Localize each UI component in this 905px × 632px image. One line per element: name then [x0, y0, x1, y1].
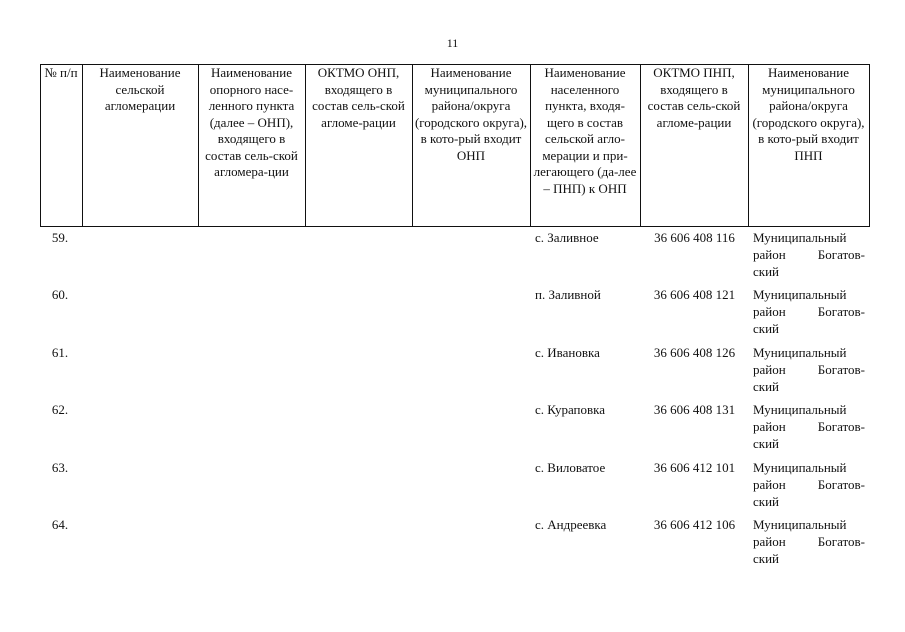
district-line: ский: [753, 436, 779, 451]
page-number: 11: [446, 36, 459, 50]
column-divider: [869, 64, 870, 226]
district-line: Муниципальный: [753, 230, 847, 245]
district-line: Муниципальный: [753, 517, 847, 532]
pnp-name: с. Кураповка: [535, 402, 606, 417]
pnp-oktmo: 36 606 408 131: [653, 402, 736, 417]
district-line: район Богатов-: [753, 534, 865, 549]
district-line: ский: [753, 321, 779, 336]
header-agglomeration-name: Наименование сельской агломерации: [99, 65, 181, 113]
pnp-oktmo: 36 606 408 121: [653, 287, 736, 302]
pnp-district: [753, 286, 865, 337]
pnp-district: [753, 401, 865, 452]
district-line: ский: [753, 551, 779, 566]
header-onp-name: Наименование опорного насе-ленного пункта (далее – ОНП), входящего в состав сель-ской агломера-ции: [205, 65, 298, 179]
header-pnp-oktmo: ОКТМО ПНП, входящего в состав сель-ской агломе-рации: [647, 65, 741, 130]
district-line: Муниципальный: [753, 402, 847, 417]
pnp-oktmo: 36 606 408 116: [654, 230, 735, 245]
pnp-oktmo: 36 606 408 126: [653, 345, 736, 360]
pnp-oktmo: 36 606 412 106: [653, 517, 736, 532]
header-onp-district: Наименование муниципального района/округа (городского округа), в кото-рый входит ОНП: [414, 65, 528, 163]
pnp-name: с. Ивановка: [535, 345, 600, 360]
row-number: 59.: [51, 230, 69, 245]
district-line: ский: [753, 494, 779, 509]
row-number: 64.: [51, 517, 69, 532]
pnp-name: с. Заливное: [535, 230, 599, 245]
district-line: район Богатов-: [753, 304, 865, 319]
pnp-oktmo: 36 606 412 101: [653, 460, 736, 475]
pnp-district: [753, 344, 865, 395]
pnp-name: с. Виловатое: [535, 460, 606, 475]
district-line: Муниципальный: [753, 345, 847, 360]
row-number: 62.: [51, 402, 69, 417]
row-number: 61.: [51, 345, 69, 360]
pnp-district: [753, 459, 865, 510]
header-pnp-district: Наименование муниципального района/округа (городского округа), в кото-рый входит ПНП: [752, 65, 865, 163]
pnp-district: [753, 516, 865, 567]
table-header-bottom-border: [40, 226, 870, 227]
header-pnp-name: Наименование населенного пункта, входя-щего в состав сельской агло-мерации и при-легающего (да-лее – ПНП) к ОНП: [533, 65, 637, 196]
district-line: Муниципальный: [753, 287, 847, 302]
district-line: ский: [753, 264, 779, 279]
row-number: 63.: [51, 460, 69, 475]
header-number: № п/п: [44, 65, 78, 80]
district-line: район Богатов-: [753, 362, 865, 377]
district-line: район Богатов-: [753, 419, 865, 434]
pnp-district: [753, 229, 865, 280]
pnp-name: п. Заливной: [535, 287, 601, 302]
row-number: 60.: [51, 287, 69, 302]
header-onp-oktmo: ОКТМО ОНП, входящего в состав сель-ской агломе-рации: [312, 65, 405, 130]
district-line: район Богатов-: [753, 477, 865, 492]
district-line: ский: [753, 379, 779, 394]
pnp-name: с. Андреевка: [535, 517, 607, 532]
district-line: район Богатов-: [753, 247, 865, 262]
district-line: Муниципальный: [753, 460, 847, 475]
